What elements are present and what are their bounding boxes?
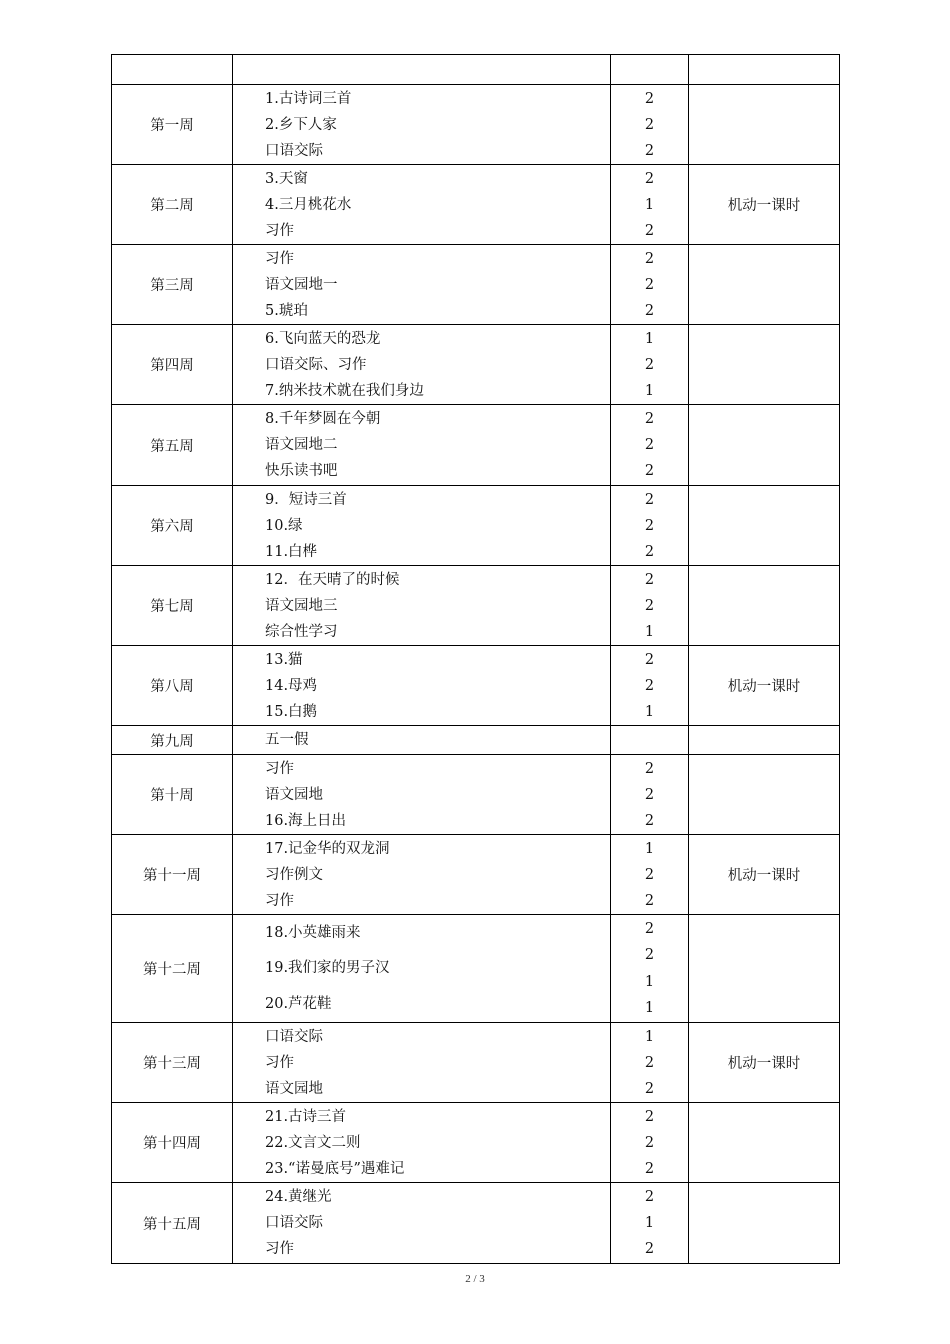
header-cell-hours — [611, 55, 689, 85]
hours-cell — [611, 486, 689, 566]
lesson-item: 8.千年梦圆在今朝 — [265, 410, 381, 427]
lesson-item: 习作 — [265, 222, 294, 239]
note-cell: 机动一课时 — [689, 1023, 840, 1103]
lessons-cell — [233, 1103, 611, 1183]
table-row — [112, 245, 840, 325]
hour-value: 1 — [644, 382, 655, 399]
lesson-item: 语文园地一 — [265, 276, 338, 293]
week-cell: 第十五周 — [112, 1183, 233, 1264]
week-cell: 第五周 — [112, 405, 233, 486]
hour-value: 2 — [644, 276, 655, 293]
header-cell-lessons — [233, 55, 611, 85]
lessons-cell — [233, 1023, 611, 1103]
hour-value: 2 — [644, 1160, 655, 1177]
lesson-item: 综合性学习 — [265, 623, 338, 640]
table-row — [112, 1023, 840, 1103]
lesson-item: 习作 — [265, 892, 294, 909]
hour-value: 2 — [644, 250, 655, 267]
hour-value: 2 — [644, 866, 655, 883]
lesson-item: 习作 — [265, 1241, 294, 1258]
hour-value: 2 — [644, 116, 655, 133]
hours-cell — [611, 755, 689, 835]
hour-value: 2 — [644, 892, 655, 909]
hour-value: 2 — [644, 677, 655, 694]
hour-value: 2 — [644, 786, 655, 803]
table-row — [112, 85, 840, 165]
lessons-cell — [233, 245, 611, 325]
note-cell — [689, 85, 840, 165]
hour-value: 2 — [644, 90, 655, 107]
lessons-cell — [233, 646, 611, 726]
lesson-item: 23.“诺曼底号”遇难记 — [265, 1160, 405, 1177]
hour-value: 2 — [644, 920, 655, 937]
hour-value: 2 — [644, 410, 655, 427]
lesson-item: 语文园地二 — [265, 436, 338, 453]
hours-cell — [611, 325, 689, 405]
hour-value: 2 — [644, 142, 655, 159]
hour-value: 2 — [644, 1054, 655, 1071]
hour-value: 2 — [644, 543, 655, 560]
note-cell — [689, 1103, 840, 1183]
week-cell: 第九周 — [112, 726, 233, 755]
lesson-item: 10.绿 — [265, 517, 303, 534]
week-cell: 第七周 — [112, 566, 233, 646]
week-cell: 第六周 — [112, 486, 233, 566]
lesson-item: 12．在天晴了的时候 — [265, 571, 400, 588]
lessons-cell — [233, 325, 611, 405]
table-row — [112, 1103, 840, 1183]
lesson-item: 15.白鹅 — [265, 703, 318, 720]
lesson-item: 4.三月桃花水 — [265, 196, 352, 213]
note-cell — [689, 566, 840, 646]
hour-value: 1 — [644, 1214, 655, 1231]
note-cell — [689, 405, 840, 486]
lessons-cell — [233, 405, 611, 486]
lesson-item: 快乐读书吧 — [265, 463, 338, 480]
table-row — [112, 915, 840, 1023]
hour-value: 2 — [644, 1134, 655, 1151]
hour-value: 2 — [644, 947, 655, 964]
lesson-item: 19.我们家的男子汉 — [265, 960, 390, 977]
hour-value: 1 — [644, 840, 655, 857]
hours-cell — [611, 915, 689, 1023]
lesson-item: 口语交际 — [265, 142, 323, 159]
lessons-cell — [233, 165, 611, 245]
table-row — [112, 165, 840, 245]
hours-cell — [611, 835, 689, 915]
hours-cell — [611, 165, 689, 245]
teaching-schedule-table — [111, 54, 840, 1264]
hour-value: 2 — [644, 491, 655, 508]
lesson-item: 3.天窗 — [265, 170, 308, 187]
table-row — [112, 486, 840, 566]
lesson-item: 习作例文 — [265, 866, 323, 883]
hour-value: 2 — [644, 571, 655, 588]
hour-value: 2 — [644, 436, 655, 453]
hour-value: 1 — [644, 1028, 655, 1045]
hour-value: 2 — [644, 1108, 655, 1125]
table-row — [112, 726, 840, 755]
hour-value: 2 — [644, 302, 655, 319]
note-cell — [689, 755, 840, 835]
hours-cell — [611, 85, 689, 165]
note-cell: 机动一课时 — [689, 165, 840, 245]
table-row — [112, 835, 840, 915]
hour-value: 1 — [644, 1000, 655, 1017]
hours-cell — [611, 726, 689, 755]
lessons-cell — [233, 486, 611, 566]
lesson-item: 2.乡下人家 — [265, 116, 337, 133]
week-cell: 第三周 — [112, 245, 233, 325]
note-cell — [689, 1183, 840, 1264]
lesson-item: 24.黄继光 — [265, 1188, 332, 1205]
table-row — [112, 405, 840, 486]
lesson-item: 口语交际 — [265, 1214, 323, 1231]
week-cell: 第十四周 — [112, 1103, 233, 1183]
header-cell-note — [689, 55, 840, 85]
note-cell — [689, 726, 840, 755]
hour-value: 2 — [644, 170, 655, 187]
hours-cell — [611, 245, 689, 325]
lesson-item: 6.飞向蓝天的恐龙 — [265, 330, 381, 347]
note-cell — [689, 245, 840, 325]
hour-value: 1 — [644, 196, 655, 213]
lesson-item: 18.小英雄雨来 — [265, 925, 361, 942]
lesson-item: 语文园地 — [265, 786, 323, 803]
lessons-cell — [233, 85, 611, 165]
note-cell — [689, 486, 840, 566]
table-row — [112, 646, 840, 726]
hours-cell — [611, 1103, 689, 1183]
hour-value: 2 — [644, 222, 655, 239]
hour-value: 2 — [644, 651, 655, 668]
hour-value: 2 — [644, 356, 655, 373]
week-cell: 第十二周 — [112, 915, 233, 1023]
lesson-item: 13.猫 — [265, 651, 303, 668]
week-cell: 第十周 — [112, 755, 233, 835]
week-cell: 第二周 — [112, 165, 233, 245]
note-cell — [689, 325, 840, 405]
hour-value: 2 — [644, 517, 655, 534]
lesson-item: 20.芦花鞋 — [265, 995, 332, 1012]
hour-value: 2 — [644, 1188, 655, 1205]
lesson-item: 17.记金华的双龙洞 — [265, 840, 390, 857]
hour-value: 1 — [644, 330, 655, 347]
week-cell: 第十一周 — [112, 835, 233, 915]
lessons-cell — [233, 1183, 611, 1264]
lesson-item: 习作 — [265, 1054, 294, 1071]
note-cell: 机动一课时 — [689, 646, 840, 726]
lesson-item: 21.古诗三首 — [265, 1108, 347, 1125]
lessons-cell — [233, 726, 611, 755]
lesson-item: 22.文言文二则 — [265, 1134, 361, 1151]
lesson-item: 口语交际 — [265, 1028, 323, 1045]
table-row — [112, 325, 840, 405]
lesson-item: 习作 — [265, 250, 294, 267]
hours-cell — [611, 1023, 689, 1103]
table-row — [112, 1183, 840, 1264]
table-row — [112, 755, 840, 835]
hour-value: 2 — [644, 597, 655, 614]
lesson-item: 9．短诗三首 — [265, 491, 347, 508]
lesson-item: 习作 — [265, 760, 294, 777]
header-cell-week — [112, 55, 233, 85]
hours-cell — [611, 405, 689, 486]
lesson-item: 16.海上日出 — [265, 812, 347, 829]
lessons-cell — [233, 915, 611, 1023]
lesson-item: 口语交际、习作 — [265, 356, 367, 373]
week-cell: 第一周 — [112, 85, 233, 165]
table-body — [112, 55, 840, 1264]
lesson-item: 11.白桦 — [265, 543, 318, 560]
hour-value: 2 — [644, 1080, 655, 1097]
hours-cell — [611, 646, 689, 726]
week-cell: 第八周 — [112, 646, 233, 726]
lesson-item: 语文园地三 — [265, 597, 338, 614]
hour-value: 1 — [644, 973, 655, 990]
lesson-item: 五一假 — [265, 732, 309, 748]
lesson-item: 1.古诗词三首 — [265, 90, 352, 107]
hour-value: 2 — [644, 812, 655, 829]
note-cell — [689, 915, 840, 1023]
note-cell: 机动一课时 — [689, 835, 840, 915]
lesson-item: 7.纳米技术就在我们身边 — [265, 382, 424, 399]
hour-value: 2 — [644, 463, 655, 480]
week-cell: 第十三周 — [112, 1023, 233, 1103]
lessons-cell — [233, 566, 611, 646]
table-row — [112, 566, 840, 646]
hour-value: 1 — [644, 623, 655, 640]
hour-value: 2 — [644, 1241, 655, 1258]
table-header-row — [112, 55, 840, 85]
lessons-cell — [233, 835, 611, 915]
hour-value: 1 — [644, 703, 655, 720]
lesson-item: 14.母鸡 — [265, 677, 318, 694]
lesson-item: 语文园地 — [265, 1080, 323, 1097]
hour-value: 2 — [644, 760, 655, 777]
lessons-cell — [233, 755, 611, 835]
hours-cell — [611, 1183, 689, 1264]
hours-cell — [611, 566, 689, 646]
lesson-item: 5.琥珀 — [265, 302, 308, 319]
week-cell: 第四周 — [112, 325, 233, 405]
page-number: 2 / 3 — [465, 1273, 485, 1285]
